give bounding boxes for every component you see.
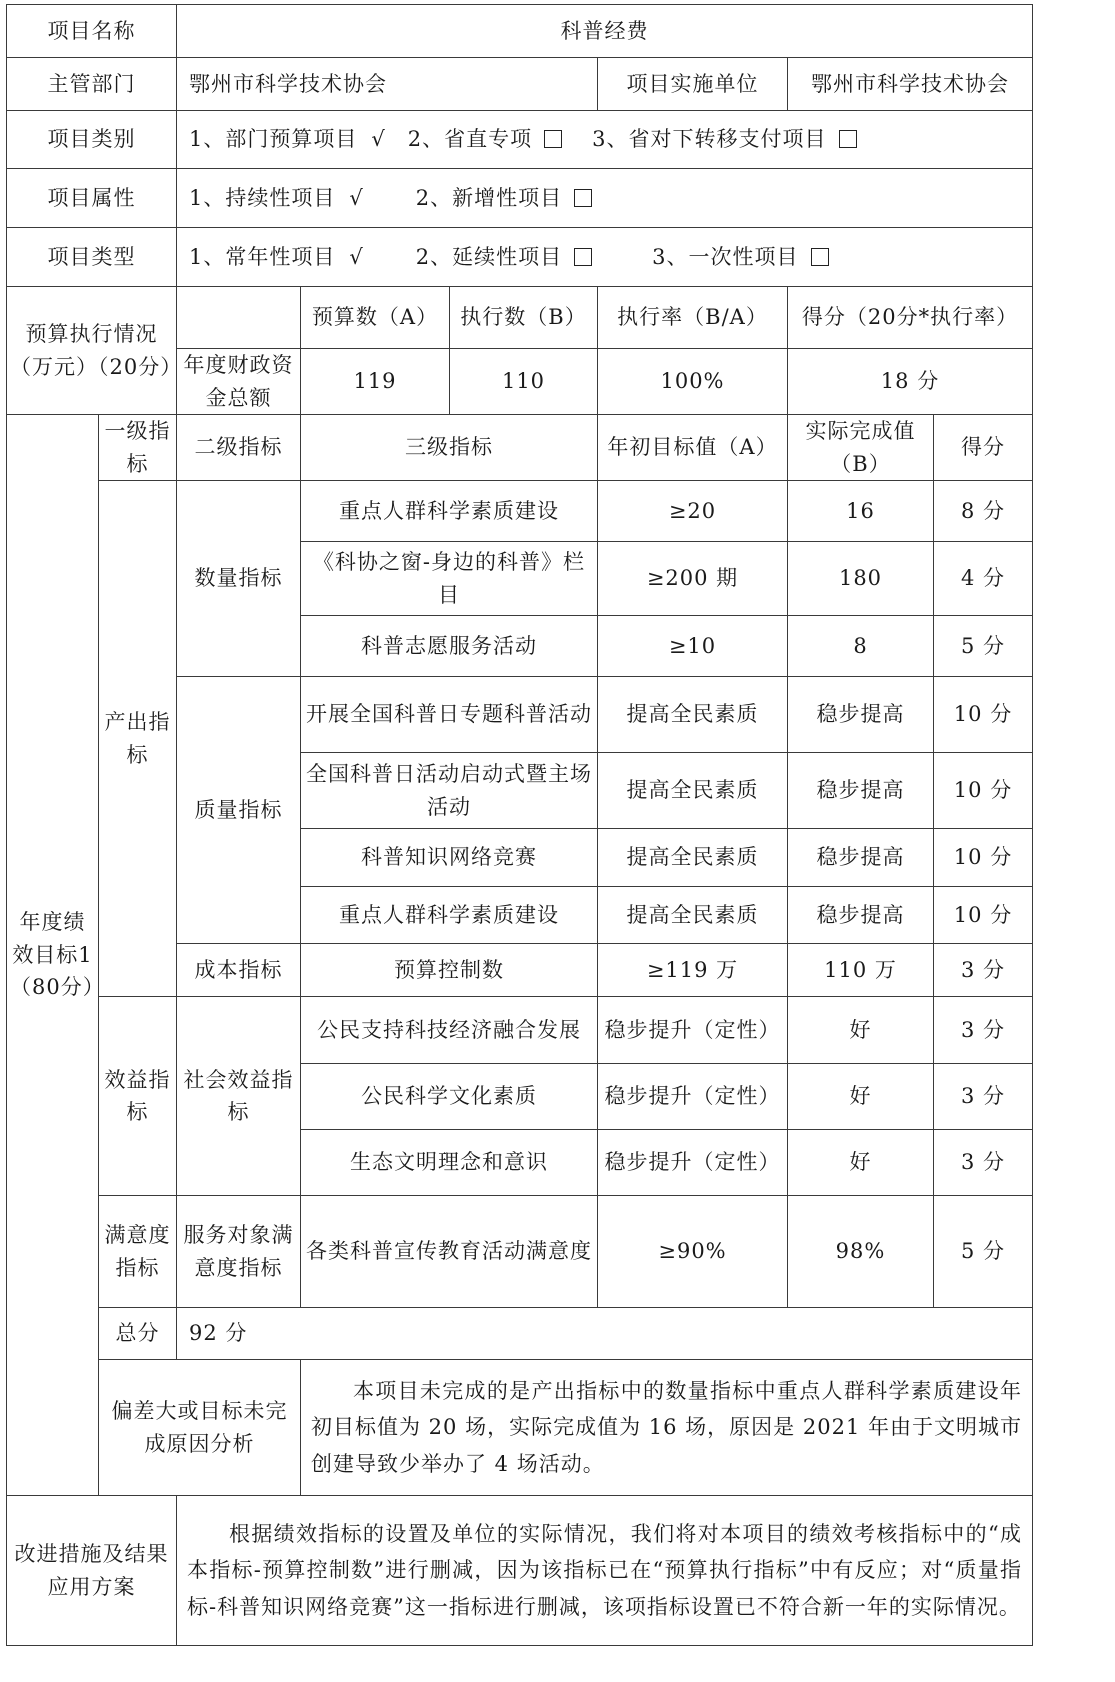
indicator-target: 稳步提升（定性） (598, 1130, 788, 1196)
benefit-indicator-label: 效益指标 (99, 997, 177, 1196)
impl-label: 项目实施单位 (598, 58, 788, 111)
output-indicator-label: 产出指标 (99, 481, 177, 997)
indicator-name: 重点人群科学素质建设 (301, 481, 598, 542)
type-option-3: 3、一次性项目 (652, 244, 799, 269)
indicator-score: 10 分 (934, 829, 1033, 887)
check-mark-icon: √ (349, 244, 364, 269)
budget-a: 119 (301, 349, 450, 415)
indicator-score: 3 分 (934, 1130, 1033, 1196)
indicator-score: 8 分 (934, 481, 1033, 542)
deviation-label: 偏差大或目标未完成原因分析 (99, 1360, 301, 1496)
service-indicator-label: 服务对象满意度指标 (177, 1196, 301, 1308)
budget-col-a: 预算数（A） (301, 287, 450, 349)
check-mark-icon: √ (371, 127, 386, 152)
budget-col-score: 得分（20分*执行率） (788, 287, 1033, 349)
indicator-actual: 稳步提高 (788, 829, 934, 887)
quality-indicator-label: 质量指标 (177, 677, 301, 944)
checkbox-empty-icon (544, 130, 562, 148)
project-name-value: 科普经费 (177, 5, 1033, 58)
indicator-score: 10 分 (934, 753, 1033, 829)
budget-col-b: 执行数（B） (450, 287, 598, 349)
indicator-name: 《科协之窗-身边的科普》栏目 (301, 542, 598, 616)
indicator-score: 5 分 (934, 616, 1033, 677)
category-option-1: 1、部门预算项目 (189, 127, 358, 152)
attribute-options (177, 169, 1033, 228)
deviation-text: 本项目未完成的是产出指标中的数量指标中重点人群科学素质建设年初目标值为 20 场，实际完成值为 16 场，原因是 2021 年由于文明城市创建导致少举办了 4 场活动。 (311, 1378, 1022, 1477)
budget-label: 预算执行情况（万元）（20分） (7, 287, 177, 415)
indicator-name: 全国科普日活动启动式暨主场活动 (301, 753, 598, 829)
indicator-actual: 稳步提高 (788, 753, 934, 829)
checkbox-empty-icon (574, 189, 592, 207)
indicator-score: 10 分 (934, 677, 1033, 753)
performance-table (6, 4, 1033, 1646)
indicator-name: 公民支持科技经济融合发展 (301, 997, 598, 1064)
budget-col-rate: 执行率（B/A） (598, 287, 788, 349)
improve-text: 根据绩效指标的设置及单位的实际情况，我们将对本项目的绩效考核指标中的“成本指标-预算控制数”进行删减，因为该指标已在“预算执行指标”中有反应；对“质量指标-科普知识网络竞赛”这一指标进行删减，该项指标设置已不符合新一年的实际情况。 (187, 1521, 1022, 1620)
budget-rate: 100% (598, 349, 788, 415)
social-indicator-label: 社会效益指标 (177, 997, 301, 1196)
indicator-name: 公民科学文化素质 (301, 1064, 598, 1130)
indicator-actual: 16 (788, 481, 934, 542)
quantity-indicator-label: 数量指标 (177, 481, 301, 677)
check-mark-icon: √ (349, 185, 364, 210)
budget-b: 110 (450, 349, 598, 415)
indicator-score: 4 分 (934, 542, 1033, 616)
indicator-actual: 98% (788, 1196, 934, 1308)
category-options (177, 111, 1033, 169)
perf-header-level1: 一级指标 (99, 415, 177, 481)
budget-blank-header (177, 287, 301, 349)
budget-score: 18 分 (788, 349, 1033, 415)
checkbox-empty-icon (839, 130, 857, 148)
total-value: 92 分 (177, 1308, 1033, 1360)
category-label: 项目类别 (7, 111, 177, 169)
checkbox-empty-icon (574, 248, 592, 266)
type-option-1: 1、常年性项目 (189, 244, 336, 269)
indicator-actual: 稳步提高 (788, 677, 934, 753)
indicator-name: 生态文明理念和意识 (301, 1130, 598, 1196)
indicator-target: 稳步提升（定性） (598, 997, 788, 1064)
indicator-name: 各类科普宣传教育活动满意度 (301, 1196, 598, 1308)
indicator-target: 提高全民素质 (598, 753, 788, 829)
indicator-name: 重点人群科学素质建设 (301, 887, 598, 944)
indicator-score: 3 分 (934, 997, 1033, 1064)
budget-row-label: 年度财政资金总额 (177, 349, 301, 415)
type-options (177, 228, 1033, 287)
perf-header-target: 年初目标值（A） (598, 415, 788, 481)
improve-text-cell (177, 1496, 1033, 1646)
perf-label: 年度绩效目标1（80分） (7, 415, 99, 1496)
perf-header-score: 得分 (934, 415, 1033, 481)
indicator-name: 预算控制数 (301, 944, 598, 997)
indicator-actual: 好 (788, 1064, 934, 1130)
indicator-score: 10 分 (934, 887, 1033, 944)
indicator-target: 提高全民素质 (598, 887, 788, 944)
indicator-target: ≥90% (598, 1196, 788, 1308)
type-label: 项目类型 (7, 228, 177, 287)
impl-value: 鄂州市科学技术协会 (788, 58, 1033, 111)
attribute-label: 项目属性 (7, 169, 177, 228)
indicator-name: 科普志愿服务活动 (301, 616, 598, 677)
indicator-score: 3 分 (934, 944, 1033, 997)
indicator-score: 5 分 (934, 1196, 1033, 1308)
indicator-score: 3 分 (934, 1064, 1033, 1130)
perf-header-level3: 三级指标 (301, 415, 598, 481)
attribute-option-2: 2、新增性项目 (415, 185, 563, 210)
type-option-2: 2、延续性项目 (415, 244, 563, 269)
indicator-target: 提高全民素质 (598, 677, 788, 753)
indicator-name: 科普知识网络竞赛 (301, 829, 598, 887)
indicator-actual: 110 万 (788, 944, 934, 997)
indicator-target: ≥20 (598, 481, 788, 542)
indicator-name: 开展全国科普日专题科普活动 (301, 677, 598, 753)
indicator-target: ≥200 期 (598, 542, 788, 616)
dept-value: 鄂州市科学技术协会 (177, 58, 598, 111)
category-option-2: 2、省直专项 (407, 127, 533, 152)
satisfaction-indicator-label: 满意度指标 (99, 1196, 177, 1308)
indicator-actual: 好 (788, 1130, 934, 1196)
attribute-option-1: 1、持续性项目 (189, 185, 336, 210)
dept-label: 主管部门 (7, 58, 177, 111)
indicator-actual: 180 (788, 542, 934, 616)
perf-header-level2: 二级指标 (177, 415, 301, 481)
indicator-actual: 稳步提高 (788, 887, 934, 944)
category-option-3: 3、省对下转移支付项目 (592, 127, 827, 152)
indicator-target: 提高全民素质 (598, 829, 788, 887)
improve-label: 改进措施及结果应用方案 (7, 1496, 177, 1646)
deviation-text-cell (301, 1360, 1033, 1496)
indicator-actual: 8 (788, 616, 934, 677)
total-label: 总分 (99, 1308, 177, 1360)
indicator-target: ≥10 (598, 616, 788, 677)
indicator-actual: 好 (788, 997, 934, 1064)
project-name-label: 项目名称 (7, 5, 177, 58)
indicator-target: 稳步提升（定性） (598, 1064, 788, 1130)
indicator-target: ≥119 万 (598, 944, 788, 997)
perf-header-actual: 实际完成值（B） (788, 415, 934, 481)
checkbox-empty-icon (811, 248, 829, 266)
cost-indicator-label: 成本指标 (177, 944, 301, 997)
